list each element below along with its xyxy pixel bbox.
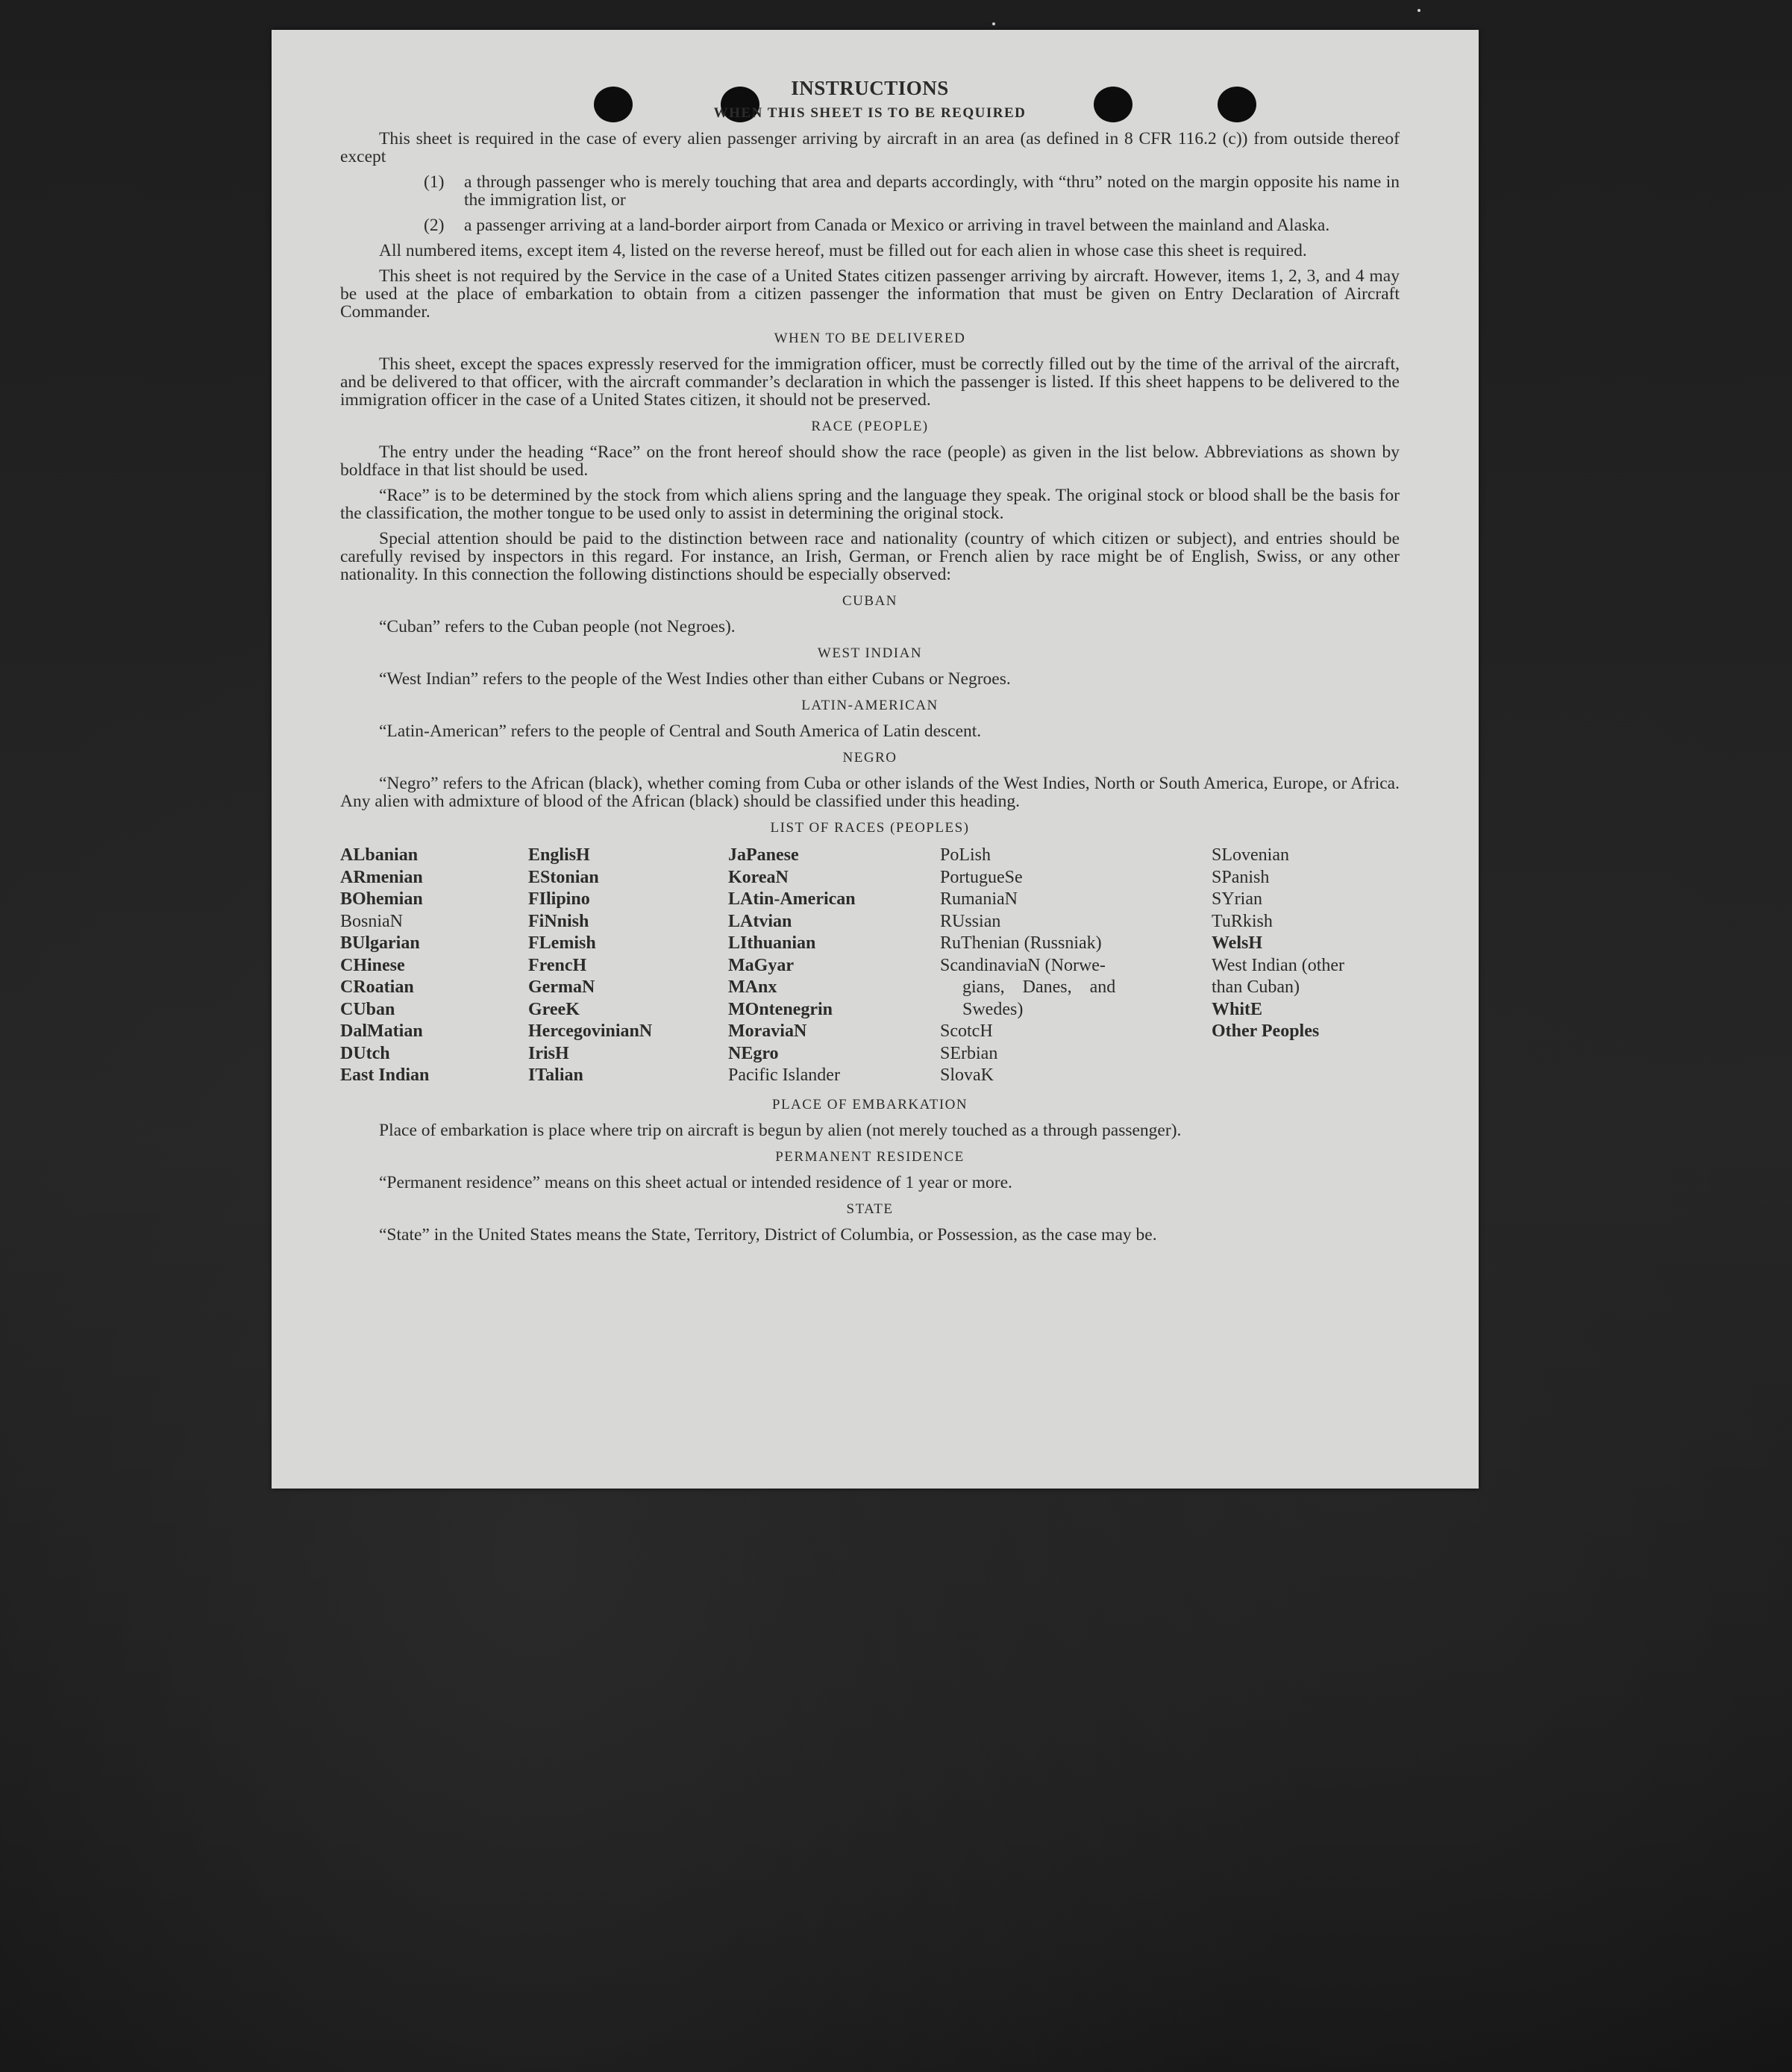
paragraph-cuban: “Cuban” refers to the Cuban people (not Negroes). <box>379 617 736 636</box>
document-body <box>340 79 1400 1251</box>
paragraph-west-indian: “West Indian” refers to the people of the West Indies other than either Cubans or Negroes. <box>379 669 1011 689</box>
race-entry: CUban <box>340 999 395 1019</box>
races-column-4 <box>940 845 1212 1087</box>
race-entry: JaPanese <box>728 845 799 865</box>
race-entry: ARmenian <box>340 867 423 887</box>
race-entry: gians, Danes, and <box>962 977 1116 997</box>
race-entry: ScandinaviaN (Norwe- <box>940 955 1106 975</box>
race-entry: SYrian <box>1212 889 1262 909</box>
races-list <box>340 845 1400 1087</box>
heading-list-of-races: LIST OF RACES (PEOPLES) <box>770 820 970 836</box>
race-entry: FiNnish <box>528 911 589 931</box>
item-text: a passenger arriving at a land-border airport from Canada or Mexico or arriving in travel between the mainland and Alaska. <box>464 216 1330 235</box>
paragraph-state: “State” in the United States means the State, Territory, District of Columbia, or Possession, as the case may be. <box>379 1224 1157 1245</box>
race-entry: LAtin-American <box>728 889 856 909</box>
race-entry: HercegovinianN <box>528 1021 653 1041</box>
race-entry: East Indian <box>340 1065 430 1085</box>
race-entry: PortugueSe <box>940 867 1023 887</box>
heading-negro: NEGRO <box>842 750 897 766</box>
paragraph-citizen: This sheet is not required by the Service in the case of a United States citizen passenger arriving by aircraft. However, items 1, 2, 3, and 4 may be used at the place of embarkation to obtain from a citizen passenger the information that must be given on Entry Declaration of Aircraft Commander. <box>340 266 1400 322</box>
races-column-5 <box>1212 845 1400 1087</box>
race-entry: DalMatian <box>340 1021 423 1041</box>
paragraph-race-3: Special attention should be paid to the distinction between race and nationality (country of which citizen or subject), and entries should be carefully revised by inspectors in this regard. For instance, an Irish, German, or French alien by race might be of English, Swiss, or any other nationality. In this connection the following distinctions should be especially observed: <box>340 529 1400 584</box>
race-entry: Other Peoples <box>1212 1021 1320 1041</box>
paragraph-permanent-residence: “Permanent residence” means on this sheet actual or intended residence of 1 year or more. <box>379 1172 1012 1192</box>
heading-state: STATE <box>846 1201 894 1217</box>
race-entry: Pacific Islander <box>728 1065 840 1085</box>
instruction-sheet <box>272 30 1479 1489</box>
race-entry: ITalian <box>528 1065 583 1085</box>
race-entry: KoreaN <box>728 867 789 887</box>
paragraph-race-1: The entry under the heading “Race” on the front hereof should show the race (people) as given in the list below. Abbreviations as shown by boldface in that list should be used. <box>340 442 1400 480</box>
paragraph-numbered-items: All numbered items, except item 4, listed on the reverse hereof, must be filled out for each alien in whose case this sheet is required. <box>379 241 1307 260</box>
race-entry: FLemish <box>528 933 596 953</box>
race-entry: SLovenian <box>1212 845 1289 865</box>
race-entry: SPanish <box>1212 867 1270 887</box>
race-entry: EnglisH <box>528 845 590 865</box>
heading-latin-american: LATIN-AMERICAN <box>801 698 939 713</box>
race-entry: PoLish <box>940 845 991 865</box>
race-entry: CRoatian <box>340 977 414 997</box>
race-entry: BUlgarian <box>340 933 420 953</box>
race-entry: EStonian <box>528 867 599 887</box>
item-number: (2) <box>424 216 445 235</box>
paragraph-required-intro: This sheet is required in the case of every alien passenger arriving by aircraft in an area (as defined in 8 CFR 116.2 (c)) from outside thereof except <box>340 129 1400 166</box>
race-entry: CHinese <box>340 955 405 975</box>
race-entry: BosniaN <box>340 911 403 931</box>
heading-embarkation: PLACE OF EMBARKATION <box>771 1096 968 1112</box>
race-entry: ALbanian <box>340 845 419 865</box>
race-entry: GermaN <box>528 977 595 997</box>
race-entry: WhitE <box>1212 999 1263 1019</box>
race-entry: GreeK <box>528 999 580 1019</box>
heading-when-delivered: WHEN TO BE DELIVERED <box>774 331 966 346</box>
race-entry: LAtvian <box>728 911 792 931</box>
race-entry: West Indian (other <box>1212 955 1345 975</box>
paragraph-embarkation: Place of embarkation is place where trip on aircraft is begun by alien (not merely touched as a through passenger). <box>379 1120 1182 1140</box>
race-entry: DUtch <box>340 1043 390 1063</box>
race-entry: MaGyar <box>728 955 794 975</box>
race-entry: IrisH <box>528 1043 569 1063</box>
race-entry: RuThenian (Russniak) <box>940 933 1102 953</box>
race-entry: WelsH <box>1212 933 1263 953</box>
race-entry: LIthuanian <box>728 933 816 953</box>
races-column-1 <box>340 845 528 1087</box>
race-entry: ScotcH <box>940 1021 993 1041</box>
heading-when-required: WHEN THIS SHEET IS TO BE REQUIRED <box>713 105 1027 121</box>
paragraph-negro: “Negro” refers to the African (black), whether coming from Cuba or other islands of the West Indies, North or South America, Europe, or Africa. Any alien with admixture of blood of the African (black) should be classified under this heading. <box>340 774 1400 811</box>
item-text: a through passenger who is merely touching that area and departs accordingly, with “thru” noted on the margin opposite his name in the immigration list, or <box>464 172 1400 210</box>
heading-cuban: CUBAN <box>842 593 897 609</box>
heading-race: RACE (PEOPLE) <box>811 419 929 434</box>
item-number: (1) <box>424 172 445 192</box>
race-entry: NEgro <box>728 1043 779 1063</box>
races-column-2 <box>528 845 728 1087</box>
exception-item-2 <box>424 216 1400 234</box>
race-entry: BOhemian <box>340 889 423 909</box>
scan-speck <box>1417 9 1420 12</box>
races-column-3 <box>728 845 940 1087</box>
race-entry: TuRkish <box>1212 911 1273 931</box>
race-entry: MAnx <box>728 977 777 997</box>
race-entry: than Cuban) <box>1212 977 1300 997</box>
race-entry: MOntenegrin <box>728 999 833 1019</box>
document-title: INSTRUCTIONS <box>791 77 949 99</box>
paragraph-latin-american: “Latin-American” refers to the people of Central and South America of Latin descent. <box>379 722 982 741</box>
scan-speck <box>992 22 995 25</box>
race-entry: FrencH <box>528 955 587 975</box>
heading-permanent-residence: PERMANENT RESIDENCE <box>775 1148 965 1165</box>
race-entry: MoraviaN <box>728 1021 807 1041</box>
race-entry: RUssian <box>940 911 1001 931</box>
race-entry: RumaniaN <box>940 889 1018 909</box>
paragraph-race-2: “Race” is to be determined by the stock from which aliens spring and the language they speak. The original stock or blood shall be the basis for the classification, the mother tongue to be used only to assist in determining the original stock. <box>340 486 1400 523</box>
race-entry: SlovaK <box>940 1065 994 1085</box>
race-entry: SErbian <box>940 1043 998 1063</box>
heading-west-indian: WEST INDIAN <box>817 645 923 661</box>
paragraph-delivered: This sheet, except the spaces expressly reserved for the immigration officer, must be correctly filled out by the time of the arrival of the aircraft, and be delivered to that officer, with the aircraft commander’s declaration in which the passenger is listed. If this sheet happens to be delivered to the immigration officer in the case of a United States citizen, it should not be preserved. <box>340 354 1400 410</box>
race-entry: Swedes) <box>962 999 1024 1019</box>
race-entry: FIlipino <box>528 889 590 909</box>
exception-item-1 <box>424 173 1400 209</box>
